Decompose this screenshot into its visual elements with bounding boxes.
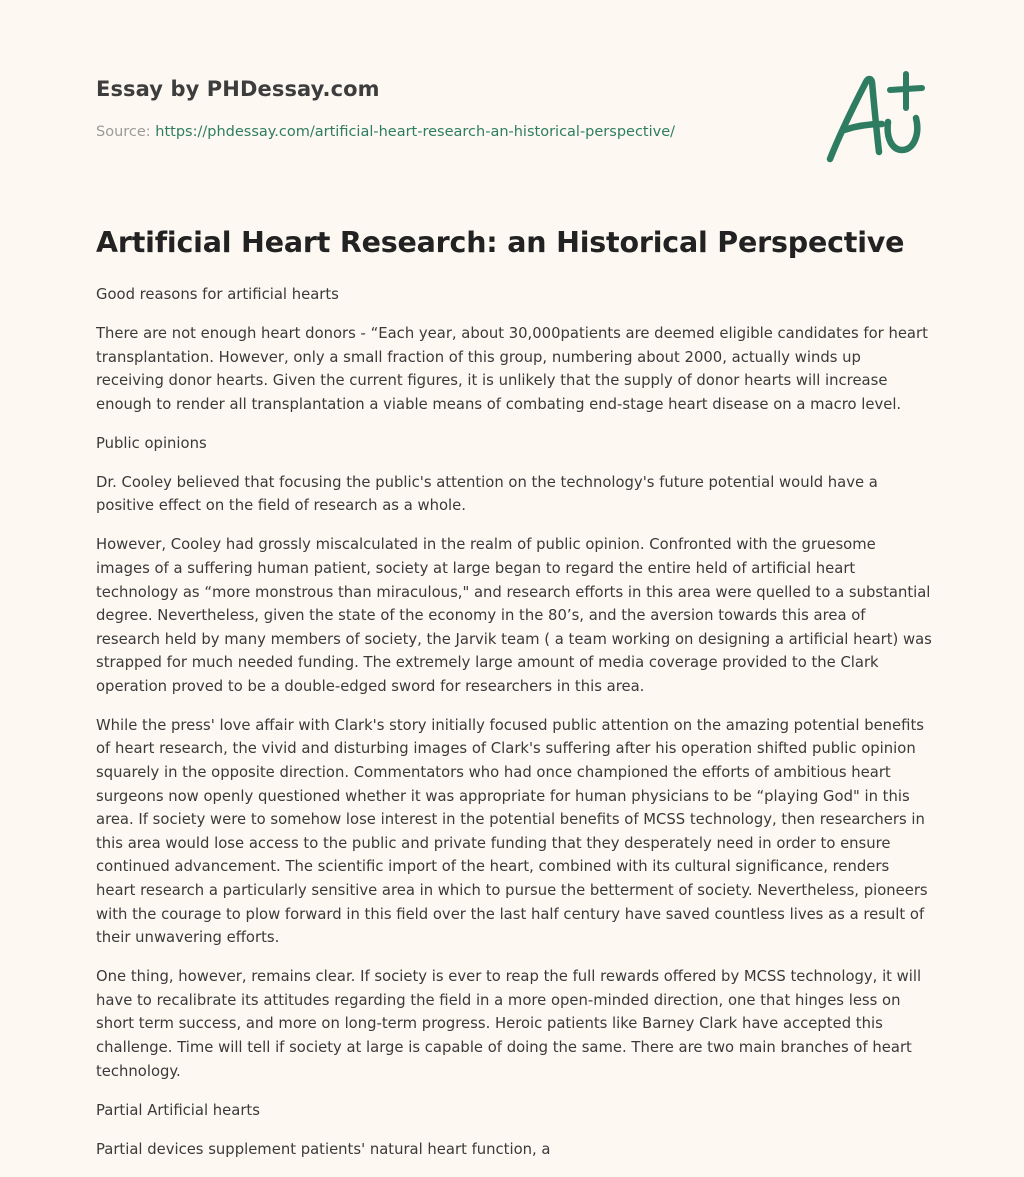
section-heading: Good reasons for artificial hearts — [96, 286, 339, 303]
paragraph: Dr. Cooley believed that focusing the public's attention on the technology's future potential would have a positive effect on the field of research as a whole. — [96, 473, 878, 515]
section-heading: Partial Artificial hearts — [96, 1101, 260, 1119]
source-link[interactable]: https://phdessay.com/artificial-heart-research-an-historical-perspective/ — [155, 124, 676, 140]
section-heading: Public opinions — [96, 434, 207, 452]
source-label: Source: — [96, 124, 156, 140]
paragraph: There are not enough heart donors - “Each year, about 30,000patients are deemed eligible candidates for heart transplantation. However, only a small fraction of this group, numbering about 2000, actually winds up receiving donor hearts. Given the current figures, it is unlikely that the supply of donor hearts will increase enough to render all transplantation a viable means of combating end-stage heart disease on a macro level. — [96, 324, 928, 413]
brand-title: Essay by PHDessay.com — [96, 77, 380, 101]
a-plus-logo-icon — [822, 64, 932, 174]
paragraph: While the press' love affair with Clark's story initially focused public attention on the amazing potential benefits of heart research, the vivid and disturbing images of Clark's suffering after his operation shifted public opinion squarely in the opposite direction. Commentators who had once championed the efforts of ambitious heart surgeons now openly questioned whether it was appropriate for human physicians to be “playing God" in this area. If society were to somehow lose interest in the potential benefits of MCSS technology, then researchers in this area would lose access to the public and private funding that they desperately need in order to ensure continued advancement. The scientific import of the heart, combined with its cultural significance, renders heart research a particularly sensitive area in which to pursue the betterment of society. Nevertheless, pioneers with the courage to plow forward in this field over the last half century have saved countless lives as a result of their unwavering efforts. — [96, 716, 928, 947]
paragraph: One thing, however, remains clear. If society is ever to reap the full rewards offered by MCSS technology, it will have to recalibrate its attitudes regarding the field in a more open-minded direction, one that hinges less on short term success, and more on long-term progress. Heroic patients like Barney Clark have accepted this challenge. Time will tell if society at large is capable of doing the same. There are two main branches of heart technology. — [96, 968, 922, 1080]
essay-body — [96, 283, 932, 1177]
paragraph: However, Cooley had grossly miscalculated in the realm of public opinion. Confronted with the gruesome images of a suffering human patient, society at large began to regard the entire held of artificial heart technology as “more monstrous than miraculous," and research efforts in this area were quelled to a substantial degree. Nevertheless, given the state of the economy in the 80’s, and the aversion towards this area of research held by many members of society, the Jarvik team ( a team working on designing a artificial heart) was strapped for much needed funding. The extremely large amount of media coverage provided to the Clark operation proved to be a double-edged sword for researchers in this area. — [96, 536, 932, 695]
paragraph: Partial devices supplement patients' natural heart function, a — [96, 1140, 551, 1158]
source-line — [96, 124, 675, 140]
essay-title: Artificial Heart Research: an Historical Perspective — [96, 226, 905, 259]
